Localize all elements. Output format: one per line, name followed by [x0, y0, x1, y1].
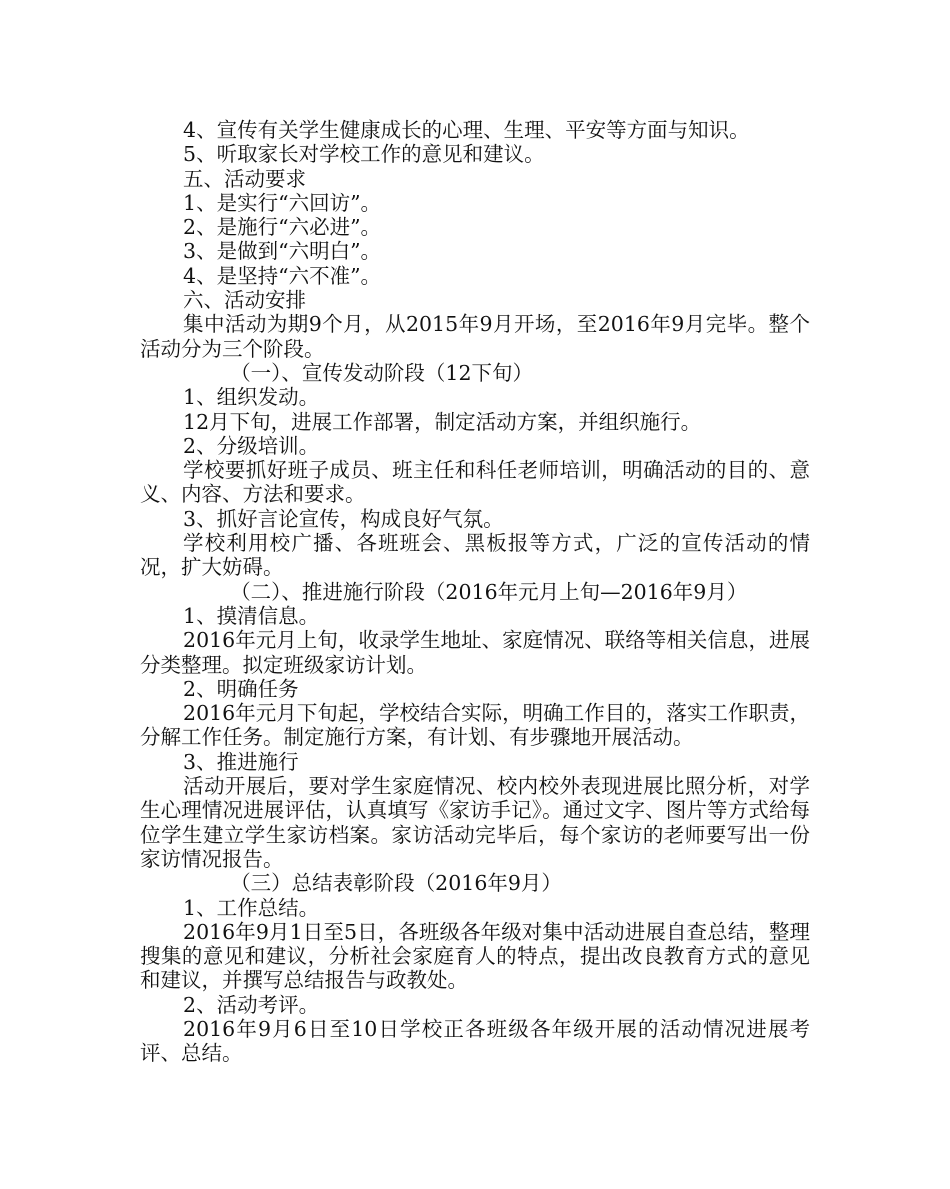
list-item: 4、宣传有关学生健康成长的心理、生理、平安等方面与知识。 — [183, 118, 750, 142]
subsection-heading: （三）总结表彰阶段（2016年9月） — [230, 871, 562, 896]
list-item: 4、是坚持“六不准”。 — [183, 263, 382, 288]
list-item: 3、是做到“六明白”。 — [183, 239, 382, 264]
body-paragraph: 12月下旬，进展工作部署，制定活动方案，并组织施行。 — [183, 409, 702, 434]
body-paragraph: 2016年9月6日至10日学校正各班级各年级开展的活动情况进展考评、总结。 — [140, 1016, 810, 1066]
list-item: 1、是实行“六回访”。 — [183, 190, 382, 215]
list-item: 2、明确任务 — [183, 676, 299, 701]
body-paragraph: 学校要抓好班子成员、班主任和科任老师培训，明确活动的目的、意义、内容、方法和要求。 — [140, 458, 810, 507]
body-paragraph: 学校利用校广播、各班班会、黑板报等方式，广泛的宣传活动的情况，扩大妨碍。 — [140, 531, 810, 580]
document-body — [140, 118, 810, 1066]
section-heading: 五、活动要求 — [183, 166, 307, 191]
body-paragraph: 2016年元月下旬起，学校结合实际，明确工作目的，落实工作职责，分解工作任务。制定施行方案，有计划、有步骤地开展活动。 — [140, 701, 810, 750]
body-paragraph: 集中活动为期9个月，从2015年9月开场，至2016年9月完毕。整个活动分为三个阶段。 — [140, 312, 810, 361]
list-item: 2、分级培训。 — [183, 433, 320, 458]
subsection-heading: （一）、宣传发动阶段（12下旬） — [230, 360, 534, 385]
list-item: 1、工作总结。 — [183, 895, 320, 920]
body-paragraph: 2016年元月上旬，收录学生地址、家庭情况、联络等相关信息，进展分类整理。拟定班级家访计划。 — [140, 628, 810, 677]
list-item: 3、推进施行 — [183, 749, 299, 774]
list-item: 2、是施行“六必进”。 — [183, 215, 382, 240]
list-item: 3、抓好言论宣传，构成良好气氛。 — [183, 506, 504, 531]
subsection-heading: （二）、推进施行阶段（2016年元月上旬—2016年9月） — [230, 579, 748, 604]
list-item: 1、摸清信息。 — [183, 603, 320, 628]
list-item: 5、听取家长对学校工作的意见和建议。 — [183, 142, 545, 167]
section-heading: 六、活动安排 — [183, 288, 307, 313]
list-item: 2、活动考评。 — [183, 992, 320, 1017]
body-paragraph: 活动开展后，要对学生家庭情况、校内校外表现进展比照分析，对学生心理情况进展评估，认真填写《家访手记》。通过文字、图片等方式给每位学生建立学生家访档案。家访活动完毕后，每个家访的老师要写出一份家访情况报告。 — [140, 774, 810, 871]
body-paragraph: 2016年9月1日至5日，各班级各年级对集中活动进展自查总结，整理搜集的意见和建议，分析社会家庭育人的特点，提出改良教育方式的意见和建议，并撰写总结报告与政教处。 — [140, 919, 810, 993]
list-item: 1、组织发动。 — [183, 385, 320, 410]
